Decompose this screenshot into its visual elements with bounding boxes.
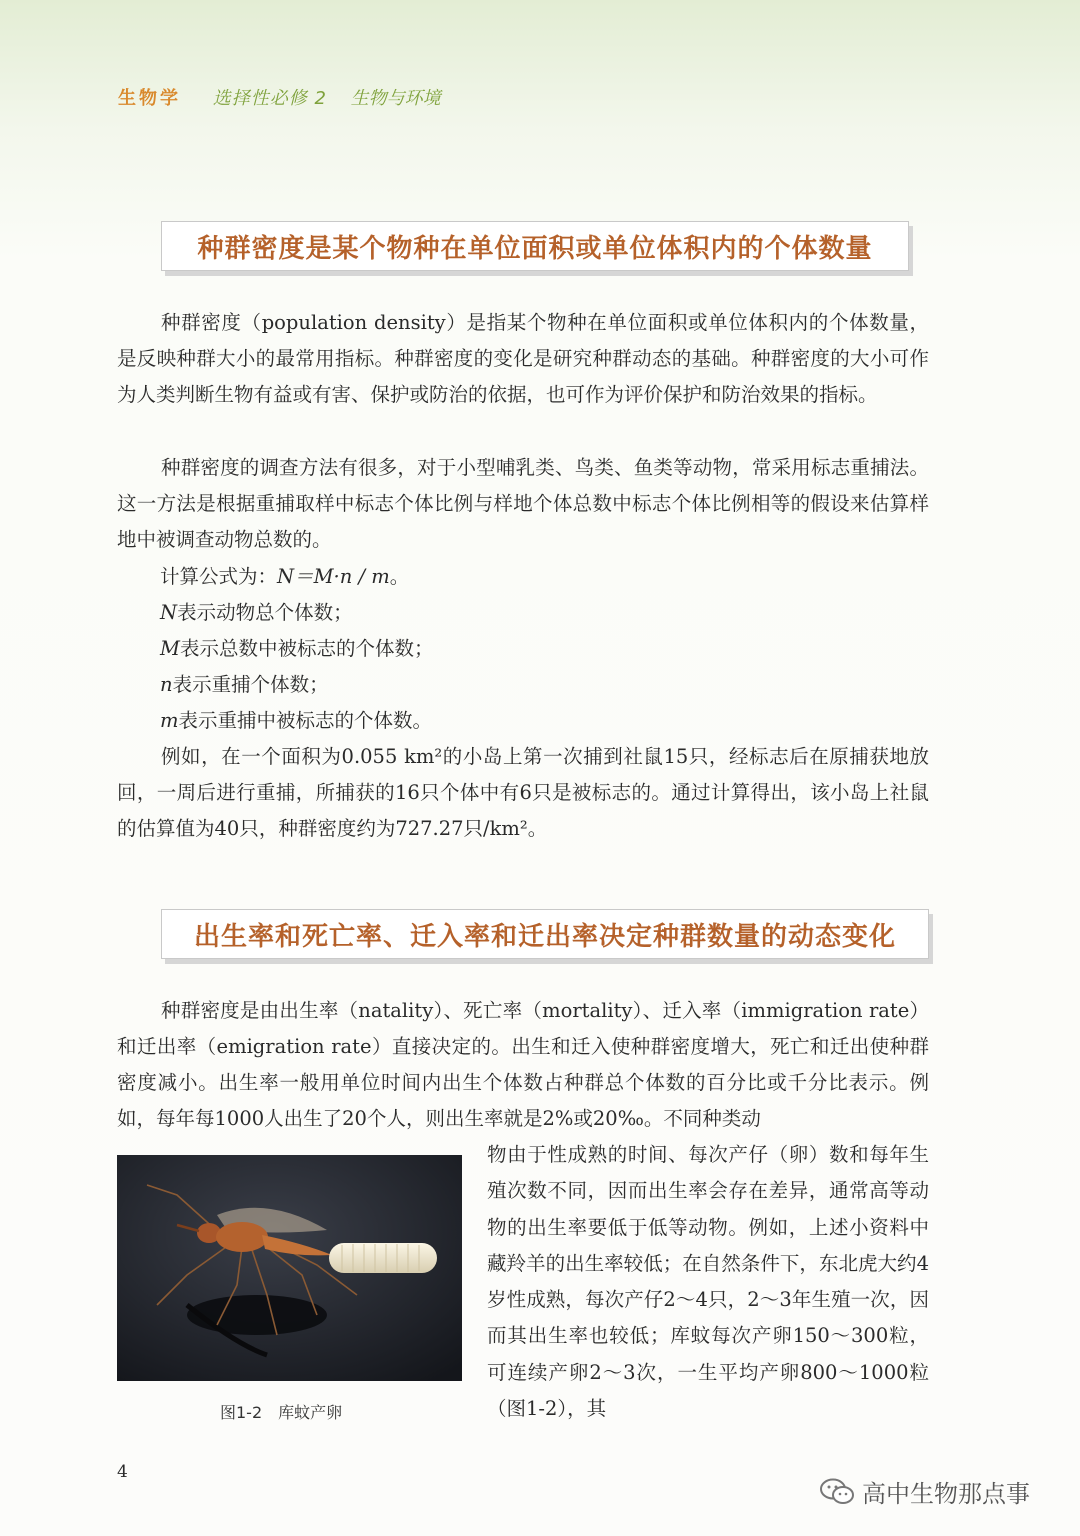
section-heading-birth-death <box>161 909 929 959</box>
formula-prefix: 计算公式为： <box>160 565 278 588</box>
formula: N＝M·n / m <box>277 565 390 588</box>
header-book: 选择性必修 2 <box>212 88 327 109</box>
figure-caption: 图1-2 库蚊产卵 <box>220 1403 343 1422</box>
mosquito-illustration <box>117 1155 462 1381</box>
definition-n <box>160 667 329 703</box>
page-header <box>118 84 441 110</box>
header-volume: 生物与环境 <box>350 88 441 109</box>
paragraph-density-definition: 种群密度（population density）是指某个物种在单位面积或单位体积内的个体数量，是反映种群大小的最常用指标。种群密度的变化是研究种群动态的基础。种群密度的大小可作为人类判断生物有益或有害、保护或防治的依据，也可作为评价保护和防治效果的指标。 <box>117 311 929 406</box>
header-subject: 生物学 <box>118 88 181 109</box>
paragraph-rates: 种群密度是由出生率（natality）、死亡率（mortality）、迁入率（immigration rate）和迁出率（emigration rate）直接决定的。出生和迁入使种群密度增大，死亡和迁出使种群密度减小。出生率一般用单位时间内出生个体数占种群总个体数的百分比或千分比表示。例如，每年每1000人出生了20个人，则出生率就是2%或20‰。不同种类动 <box>117 999 929 1130</box>
definition-m-text: 表示重捕中被标志的个体数。 <box>178 709 433 732</box>
watermark-text: 高中生物那点事 <box>862 1480 1030 1508</box>
symbol-M: M <box>160 637 180 660</box>
watermark <box>820 1474 1030 1509</box>
definition-N-text: 表示动物总个体数； <box>177 601 353 624</box>
section-heading-text: 出生率和死亡率、迁入率和迁出率决定种群数量的动态变化 <box>193 921 896 952</box>
paragraph-rates-continued: 物由于性成熟的时间、每次产仔（卵）数和每年生殖次数不同，因而出生率会存在差异，通常高等动物的出生率要低于低等动物。例如，上述小资料中藏羚羊的出生率较低；在自然条件下，东北虎大约4岁性成熟，每次产仔2～4只，2～3年生殖一次，因而其出生率也较低；库蚊每次产卵150～300粒，可连续产卵2～3次，一生平均产卵800～1000粒（图1-2），其 <box>487 1143 929 1421</box>
paragraph-example: 例如，在一个面积为0.055 km²的小岛上第一次捕到社鼠15只，经标志后在原捕获地放回，一周后进行重捕，所捕获的16只个体中有6只是被标志的。通过计算得出，该小岛上社鼠的估算值为40只，种群密度约为727.27只/km²。 <box>117 745 929 840</box>
section-heading-density <box>161 221 909 271</box>
wechat-icon <box>820 1478 854 1506</box>
definition-m <box>160 703 432 739</box>
definition-M <box>160 631 433 667</box>
symbol-n: n <box>160 673 173 696</box>
page-number: 4 <box>117 1462 128 1482</box>
definition-M-text: 表示总数中被标志的个体数； <box>179 637 434 660</box>
symbol-N: N <box>160 601 178 624</box>
definition-n-text: 表示重捕个体数； <box>172 673 329 696</box>
formula-line <box>160 559 409 595</box>
definition-N <box>160 595 353 631</box>
symbol-m: m <box>160 709 179 732</box>
formula-suffix: 。 <box>389 565 410 588</box>
paragraph-mark-recapture: 种群密度的调查方法有很多，对于小型哺乳类、鸟类、鱼类等动物，常采用标志重捕法。这一方法是根据重捕取样中标志个体比例与样地个体总数中标志个体比例相等的假设来估算样地中被调查动物总数的。 <box>117 456 929 551</box>
mosquito-egg-laying-photo <box>117 1155 462 1381</box>
section-heading-text: 种群密度是某个物种在单位面积或单位体积内的个体数量 <box>197 233 873 264</box>
